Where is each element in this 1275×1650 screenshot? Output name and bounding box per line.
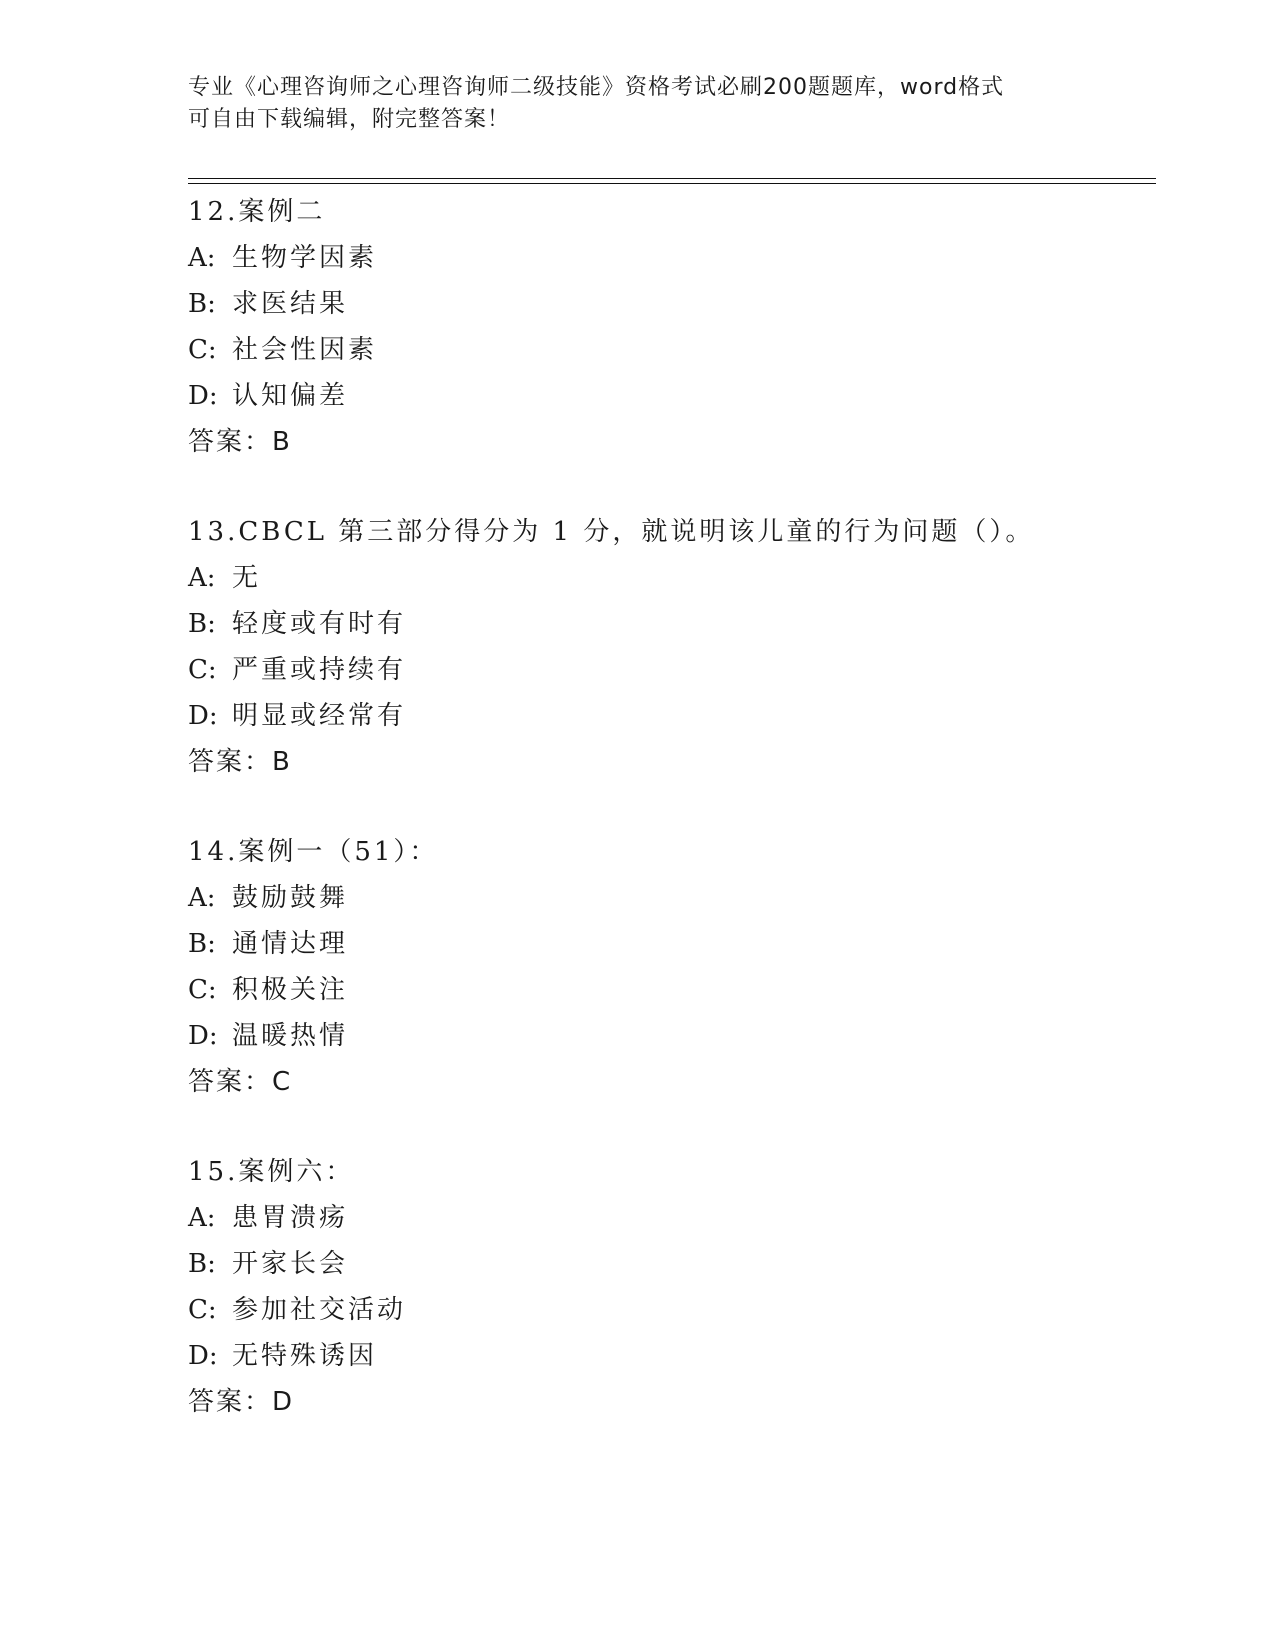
option-text: 积极关注 (232, 975, 349, 1005)
option-label: A: (188, 563, 216, 593)
question-14 (188, 829, 1148, 1105)
option-d (188, 1013, 1148, 1059)
header-line-2: 可自由下载编辑，附完整答案！ (188, 107, 511, 132)
option-b (188, 281, 1148, 327)
option-c (188, 967, 1148, 1013)
option-label: B: (188, 1249, 216, 1279)
answer-line: 答案：D (188, 1387, 295, 1417)
option-label: B: (188, 609, 216, 639)
option-d (188, 1333, 1148, 1379)
question-stem: 12.案例二 (188, 197, 326, 227)
option-text: 鼓励鼓舞 (232, 883, 349, 913)
option-text: 认知偏差 (232, 381, 349, 411)
option-text: 求医结果 (232, 289, 349, 319)
question-15 (188, 1149, 1148, 1425)
option-label: D: (188, 381, 218, 411)
option-label: C: (188, 1295, 217, 1325)
question-13 (188, 509, 1148, 785)
option-label: D: (188, 701, 218, 731)
header-line-1: 专业《心理咨询师之心理咨询师二级技能》资格考试必刷200题题库，word格式 (188, 75, 1005, 100)
option-label: A: (188, 1203, 216, 1233)
option-d (188, 693, 1148, 739)
option-label: A: (188, 243, 216, 273)
header-divider-bottom (188, 183, 1156, 184)
option-text: 社会性因素 (232, 335, 378, 365)
option-text: 无特殊诱因 (232, 1341, 378, 1371)
option-b (188, 921, 1148, 967)
option-c (188, 1287, 1148, 1333)
option-text: 严重或持续有 (232, 655, 407, 685)
option-text: 温暖热情 (232, 1021, 349, 1051)
option-a (188, 235, 1148, 281)
option-text: 轻度或有时有 (232, 609, 407, 639)
question-stem: 14.案例一（51）： (188, 837, 439, 867)
option-text: 患胃溃疡 (232, 1203, 349, 1233)
option-text: 参加社交活动 (232, 1295, 407, 1325)
option-text: 开家长会 (232, 1249, 349, 1279)
option-label: A: (188, 883, 216, 913)
option-d (188, 373, 1148, 419)
answer-line: 答案：B (188, 427, 292, 457)
option-text: 明显或经常有 (232, 701, 407, 731)
option-a (188, 555, 1148, 601)
option-label: D: (188, 1341, 218, 1371)
option-c (188, 327, 1148, 373)
option-label: D: (188, 1021, 218, 1051)
option-text: 生物学因素 (232, 243, 378, 273)
question-list (188, 189, 1148, 1425)
option-text: 无 (232, 563, 262, 593)
question-stem: 13.CBCL 第三部分得分为 1 分，就说明该儿童的行为问题（）。 (188, 517, 1035, 547)
option-label: B: (188, 929, 216, 959)
header-divider-top (188, 178, 1156, 179)
question-stem: 15.案例六： (188, 1157, 355, 1187)
option-c (188, 647, 1148, 693)
option-text: 通情达理 (232, 929, 349, 959)
option-b (188, 601, 1148, 647)
option-a (188, 875, 1148, 921)
answer-line: 答案：C (188, 1067, 293, 1097)
option-b (188, 1241, 1148, 1287)
question-12 (188, 189, 1148, 465)
option-label: C: (188, 335, 217, 365)
option-label: C: (188, 975, 217, 1005)
option-label: B: (188, 289, 216, 319)
answer-line: 答案：B (188, 747, 292, 777)
option-a (188, 1195, 1148, 1241)
option-label: C: (188, 655, 217, 685)
document-header (188, 72, 1068, 136)
